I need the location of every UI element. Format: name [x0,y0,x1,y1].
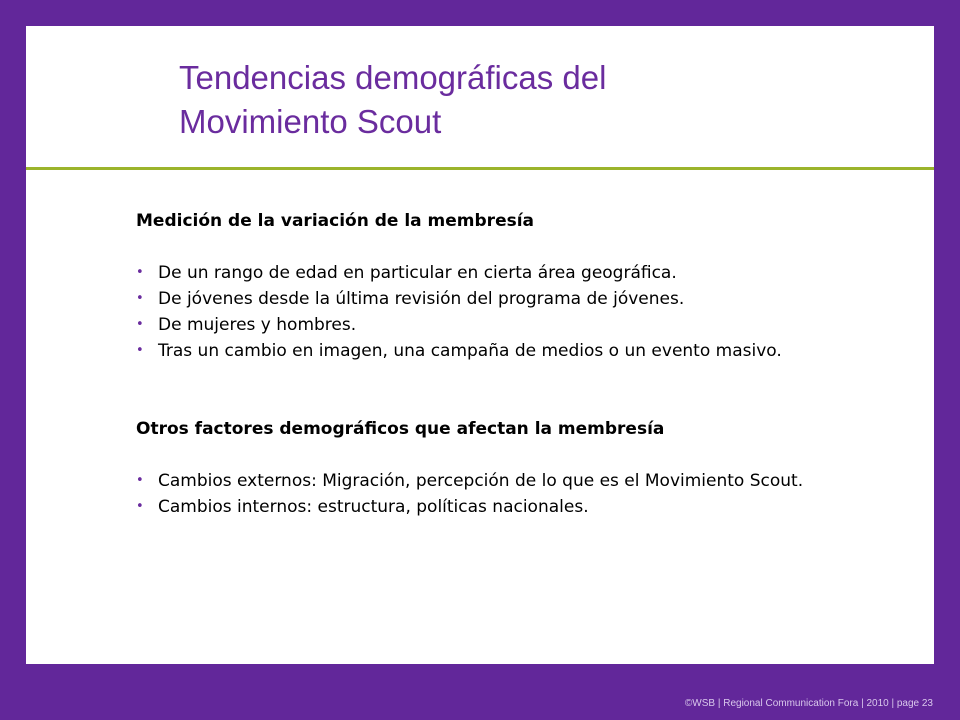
list-item [136,468,856,494]
section-heading: Medición de la variación de la membresía [136,211,535,231]
bullet-list [136,260,856,364]
slide-footer: ©WSB | Regional Communication Fora | 2010 | page 23 [684,698,933,709]
list-item [136,338,856,364]
list-item [136,286,856,312]
bullet-icon: • [136,265,144,280]
list-item-text: De mujeres y hombres. [158,315,357,335]
bullet-icon: • [136,473,144,488]
slide-title-line-1: Tendencias demográficas del [179,59,607,96]
bullet-icon: • [136,317,144,332]
list-item-text: De un rango de edad en particular en cierta área geográfica. [158,263,677,283]
section-other-factors [136,416,856,520]
list-item [136,312,856,338]
bullet-icon: • [136,343,144,358]
slide-content [136,208,856,520]
slide-title-line-2: Movimiento Scout [179,103,442,140]
bullet-icon: • [136,499,144,514]
section-membership-variation [136,208,856,364]
list-item [136,260,856,286]
bullet-icon: • [136,291,144,306]
slide [26,26,934,664]
list-item-text: Tras un cambio en imagen, una campaña de medios o un evento masivo. [158,341,782,361]
slide-title [179,56,606,144]
list-item-text: Cambios externos: Migración, percepción de lo que es el Movimiento Scout. [158,471,804,491]
title-divider [26,167,934,170]
section-heading: Otros factores demográficos que afectan la membresía [136,419,665,439]
list-item-text: De jóvenes desde la última revisión del programa de jóvenes. [158,289,685,309]
list-item-text: Cambios internos: estructura, políticas nacionales. [158,497,589,517]
bullet-list [136,468,856,520]
list-item [136,494,856,520]
